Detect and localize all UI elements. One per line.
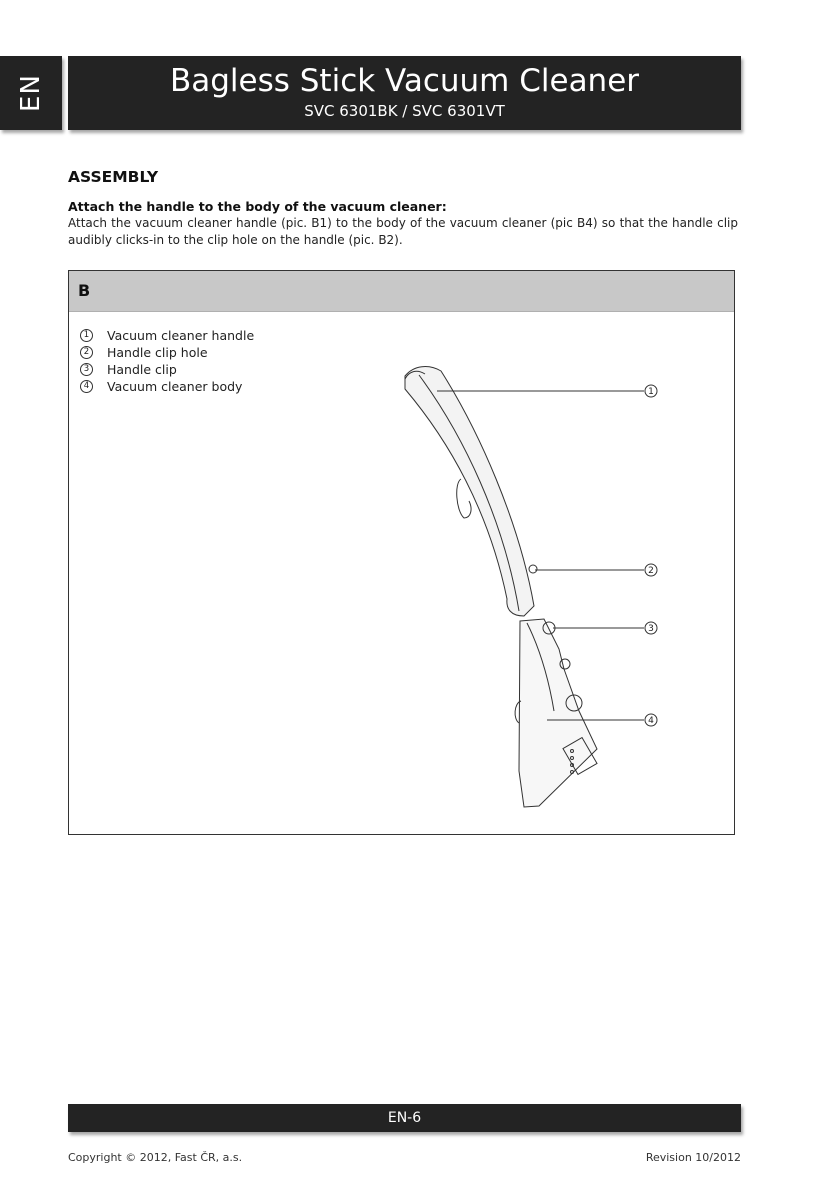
legend-text: Handle clip hole — [107, 345, 208, 360]
callout-number: 1 — [648, 387, 654, 397]
callout-number: 2 — [648, 566, 654, 576]
copyright: Copyright © 2012, Fast ČR, a.s. — [68, 1151, 243, 1164]
legend-text: Vacuum cleaner handle — [107, 328, 255, 343]
model-numbers: SVC 6301BK / SVC 6301VT — [304, 102, 505, 120]
handle-drawing — [405, 367, 537, 616]
page-number: EN-6 — [387, 1110, 422, 1126]
legend-text: Handle clip — [107, 362, 177, 377]
language-tab — [0, 56, 62, 130]
revision: Revision 10/2012 — [645, 1151, 741, 1164]
legend-number: 2 — [80, 346, 93, 359]
instruction-heading: Attach the handle to the body of the vacuum cleaner: — [68, 199, 447, 214]
instruction-text: Attach the vacuum cleaner handle (pic. B1) to the body of the vacuum cleaner (pic B4) so that the handle clip audibly clicks-in to the clip hole on the handle (pic. B2). — [68, 216, 738, 247]
vacuum-illustration — [69, 271, 736, 836]
figure-label: B — [69, 271, 734, 312]
legend-number: 4 — [80, 380, 93, 393]
callout-number: 3 — [648, 624, 654, 634]
legend-number: 3 — [80, 363, 93, 376]
figure-b — [68, 270, 735, 835]
legend-number: 1 — [80, 329, 93, 342]
legend-text: Vacuum cleaner body — [107, 379, 243, 394]
language-label: EN — [15, 74, 46, 112]
page-title: Bagless Stick Vacuum Cleaner — [169, 63, 640, 99]
callout-number: 4 — [648, 716, 654, 726]
page-footer — [68, 1104, 741, 1132]
section-title: ASSEMBLY — [68, 168, 159, 186]
body-drawing — [515, 619, 597, 807]
page-header — [68, 56, 741, 130]
